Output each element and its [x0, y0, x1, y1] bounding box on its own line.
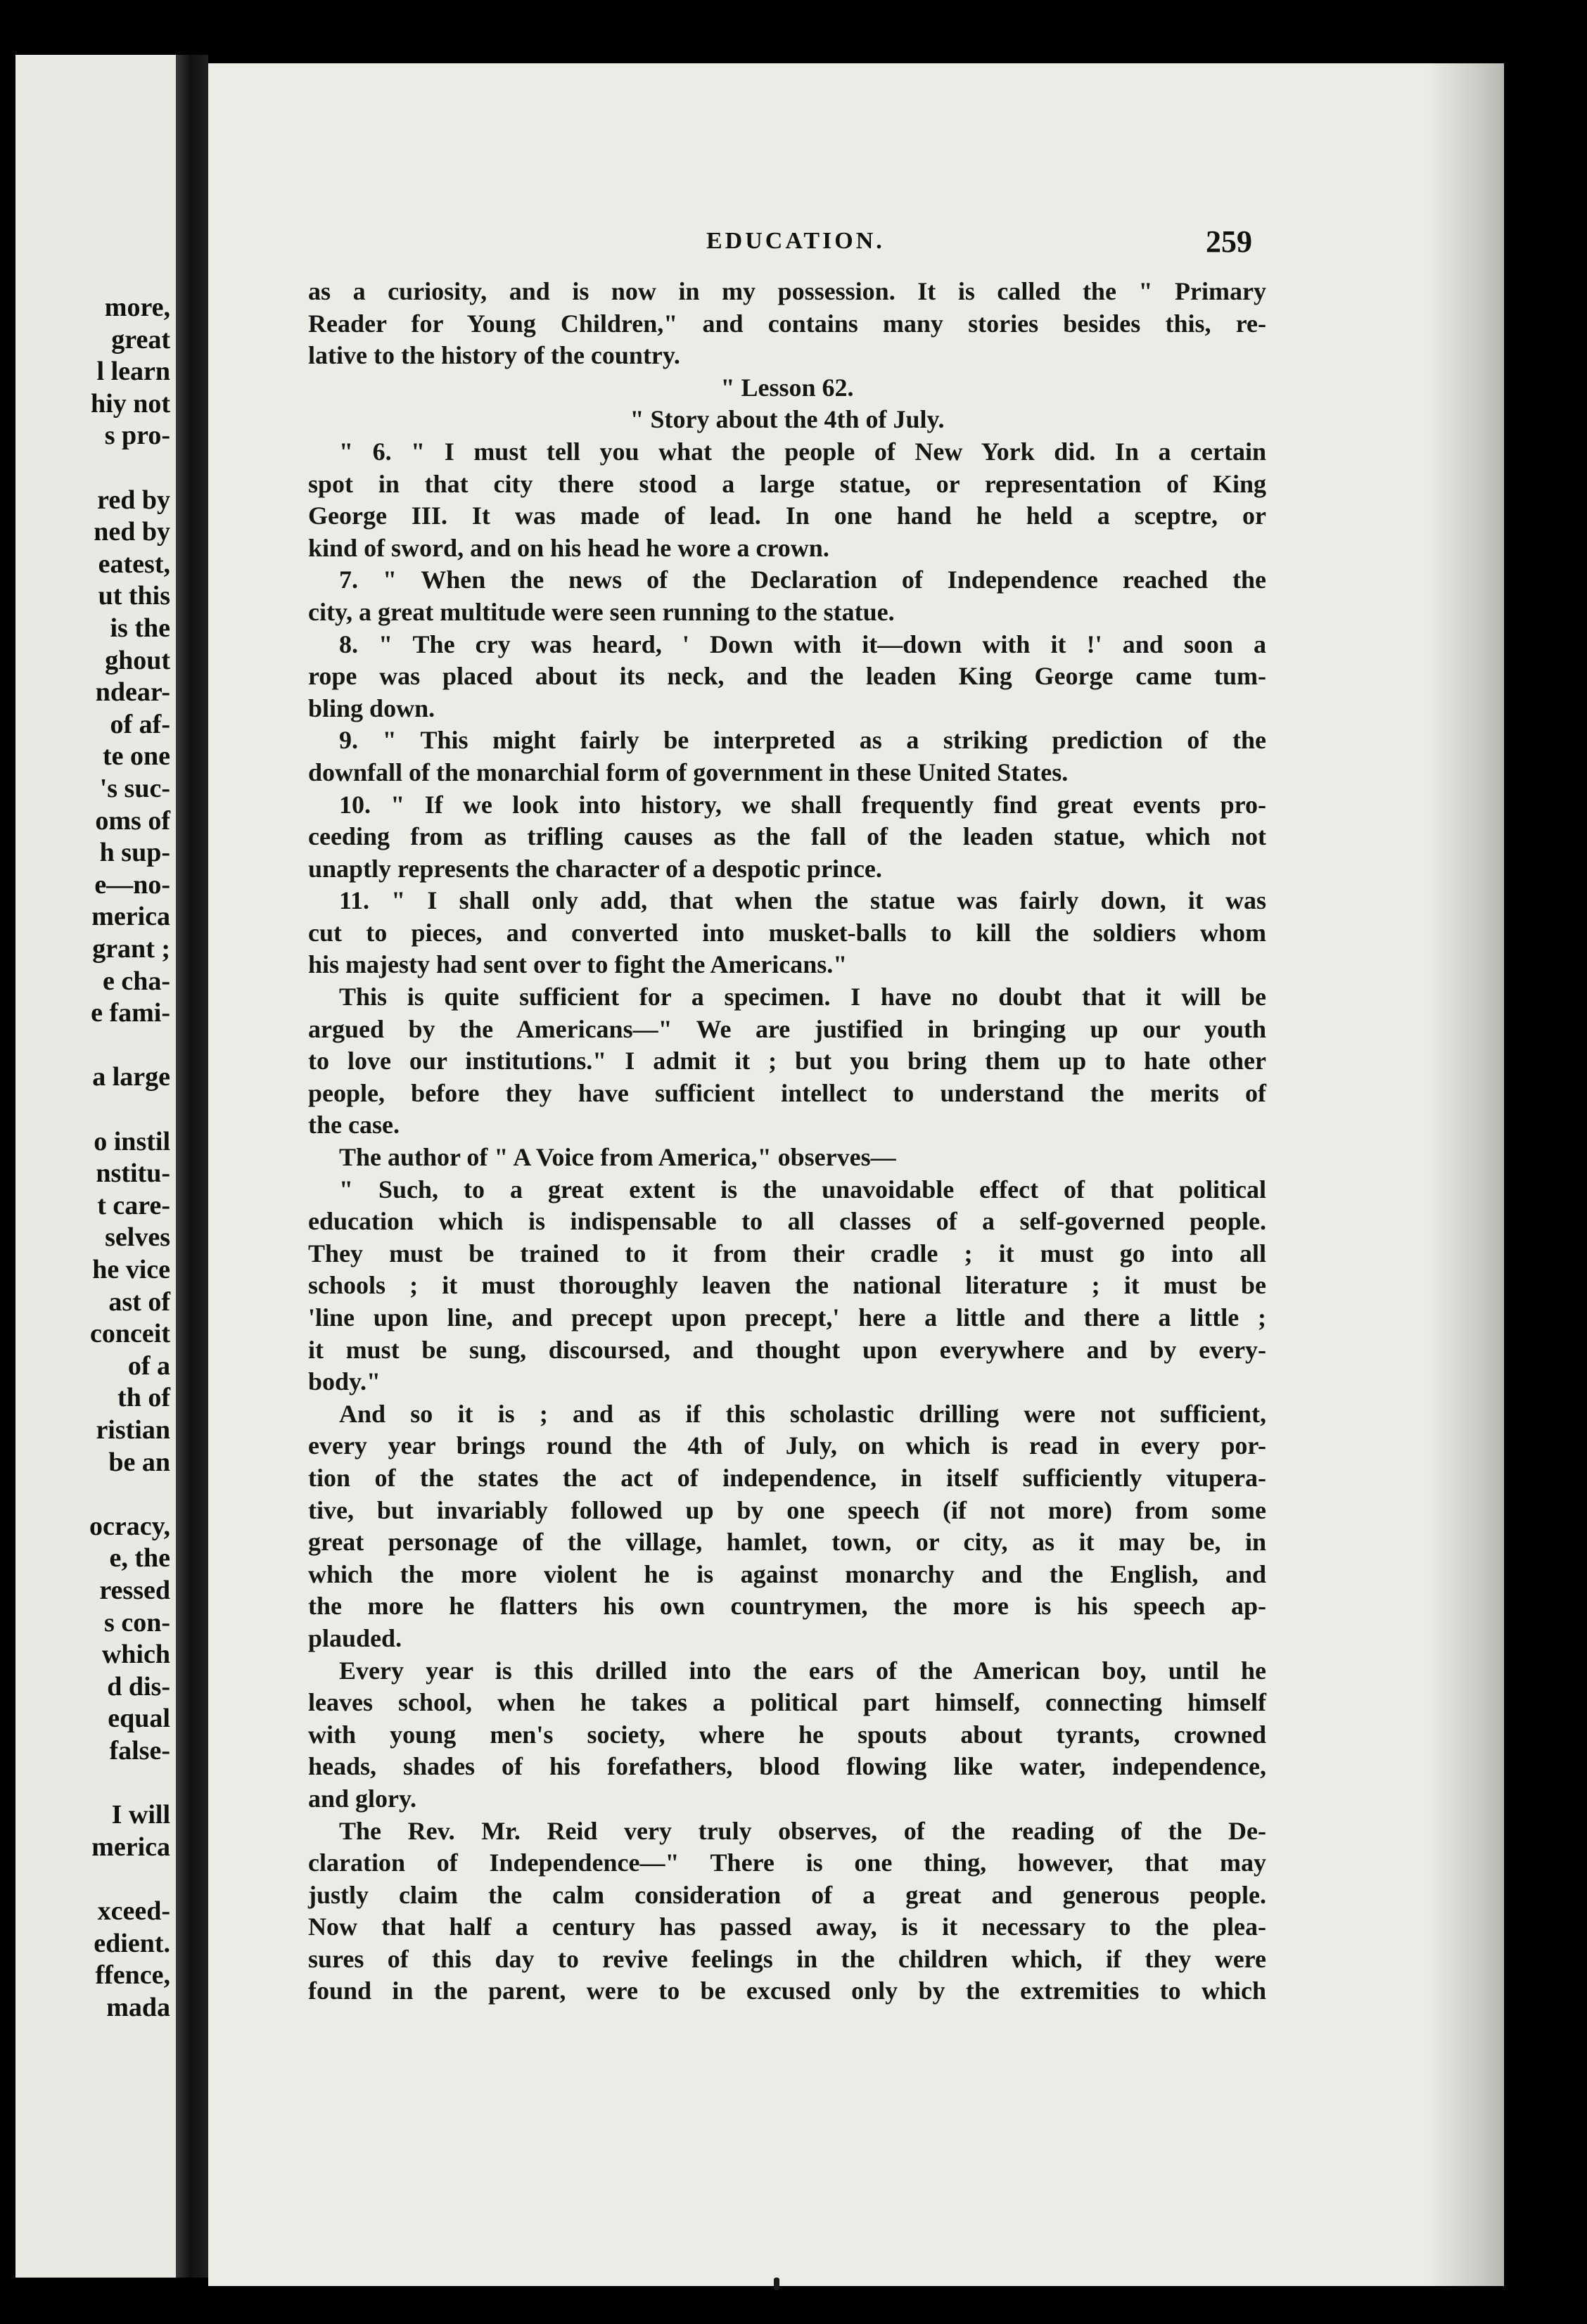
- facing-page-fragment: ristian: [96, 1415, 170, 1445]
- facing-page-fragment: e, the: [109, 1543, 170, 1573]
- page-header: [208, 224, 1504, 266]
- text-line: which the more violent he is against monarchy and the English, and: [308, 1559, 1266, 1588]
- facing-page-fragment: of a: [127, 1351, 170, 1381]
- facing-page-fragment: ghout: [105, 645, 170, 675]
- text-line: education which is indispensable to all classes of a self-governed people.: [308, 1207, 1266, 1236]
- text-line: the case.: [308, 1111, 400, 1139]
- text-line: great personage of the village, hamlet, town, or city, as it may be, in: [308, 1528, 1266, 1557]
- text-line: as a curiosity, and is now in my possession. It is called the " Primary: [308, 277, 1266, 305]
- facing-page-fragment: ocracy,: [89, 1511, 170, 1541]
- facing-page-fragment: he vice: [92, 1255, 170, 1284]
- facing-page-fragment: false-: [109, 1736, 170, 1766]
- page-body-text: [308, 276, 1266, 2007]
- text-line: 7. " When the news of the Declaration of Independence reached the: [339, 566, 1266, 594]
- facing-page-fragment: o instil: [94, 1126, 170, 1156]
- text-line: Every year is this drilled into the ears of the American boy, until he: [339, 1656, 1266, 1685]
- text-line: with young men's society, where he spouts about tyrants, crowned: [308, 1720, 1266, 1749]
- facing-page-fragment: oms of: [95, 805, 170, 836]
- facing-page-fragment: s pro-: [104, 421, 170, 451]
- facing-page-fragment: h sup-: [99, 838, 170, 868]
- facing-page-fragment: eatest,: [98, 549, 170, 579]
- facing-page-fragment: merica: [91, 1832, 170, 1862]
- facing-page-fragment: conceit: [90, 1319, 170, 1349]
- text-line: 11. " I shall only add, that when the statue was fairly down, it was: [339, 886, 1266, 915]
- text-line: justly claim the calm consideration of a great and generous people.: [308, 1880, 1266, 1909]
- facing-page-fragment: e—no-: [94, 869, 170, 900]
- facing-page-fragment: s con-: [104, 1607, 170, 1637]
- facing-page-fragment: red by: [97, 485, 170, 515]
- text-line: claration of Independence—" There is one thing, however, that may: [308, 1849, 1266, 1877]
- text-line: schools ; it must thoroughly leaven the national literature ; it must be: [308, 1271, 1266, 1300]
- book-gutter: [176, 55, 208, 2278]
- facing-page-fragment: d dis-: [107, 1671, 170, 1702]
- text-line: people, before they have sufficient intellect to understand the merits of: [308, 1078, 1266, 1107]
- text-line: his majesty had sent over to fight the Americans.": [308, 950, 848, 979]
- text-line: Now that half a century has passed away, is it necessary to the plea-: [308, 1913, 1266, 1941]
- facing-page-fragment: selves: [105, 1222, 170, 1253]
- text-line: cut to pieces, and converted into musket-balls to kill the soldiers whom: [308, 918, 1266, 947]
- facing-page-fragment: more,: [104, 293, 170, 322]
- facing-page-fragment: be an: [108, 1447, 170, 1477]
- facing-page-fragment: merica: [91, 902, 170, 932]
- facing-page-edge: [15, 55, 176, 2278]
- text-line: heads, shades of his forefathers, blood flowing like water, independence,: [308, 1752, 1266, 1781]
- facing-page-fragment: mada: [106, 1992, 170, 2022]
- text-line: rope was placed about its neck, and the leaden King George came tum-: [308, 662, 1266, 691]
- text-line: every year brings round the 4th of July, on which is read in every por-: [308, 1431, 1266, 1460]
- text-line: sures of this day to revive feelings in the children which, if they were: [308, 1944, 1266, 1973]
- facing-page-fragment: te one: [102, 741, 170, 772]
- text-line: The Rev. Mr. Reid very truly observes, of the reading of the De-: [339, 1816, 1266, 1845]
- text-line: 9. " This might fairly be interpreted as a striking prediction of the: [339, 726, 1266, 755]
- page-curl-shadow: [1427, 63, 1504, 2286]
- text-line: " Lesson 62.: [720, 373, 854, 402]
- text-line: city, a great multitude were seen running to the statue.: [308, 597, 895, 626]
- facing-page-fragment: grant ;: [92, 934, 170, 964]
- text-line: and glory.: [308, 1784, 417, 1813]
- facing-page-fragment: I will: [111, 1800, 170, 1830]
- facing-page-fragment: e cha-: [102, 966, 170, 996]
- text-line: argued by the Americans—" We are justified in bringing up our youth: [308, 1014, 1266, 1043]
- facing-page-fragment: th of: [117, 1383, 170, 1413]
- text-line: it must be sung, discoursed, and thought upon everywhere and by every-: [308, 1335, 1266, 1364]
- facing-page-fragment: ned by: [94, 517, 170, 547]
- text-line: downfall of the monarchial form of government in these United States.: [308, 758, 1069, 786]
- text-line: unaptly represents the character of a despotic prince.: [308, 854, 882, 883]
- text-line: 'line upon line, and precept upon precept,' here a little and there a little ;: [308, 1303, 1266, 1332]
- text-line: body.": [308, 1367, 381, 1396]
- text-line: leaves school, when he takes a political part himself, connecting himself: [308, 1688, 1266, 1717]
- facing-page-fragment: ressed: [99, 1576, 170, 1605]
- text-line: plauded.: [308, 1623, 402, 1652]
- text-line: " 6. " I must tell you what the people of New York did. In a certain: [339, 437, 1266, 466]
- text-line: " Such, to a great extent is the unavoidable effect of that political: [339, 1175, 1266, 1204]
- ink-mark: [774, 2278, 779, 2290]
- text-line: And so it is ; and as if this scholastic drilling were not sufficient,: [339, 1399, 1266, 1428]
- facing-page-fragment: ut this: [98, 581, 170, 611]
- facing-page-fragment: is the: [110, 613, 170, 643]
- facing-page-fragment: a large: [92, 1062, 170, 1092]
- page-number: 259: [1206, 224, 1252, 259]
- facing-page-fragment: equal: [108, 1704, 170, 1734]
- text-line: They must be trained to it from their cradle ; it must go into all: [308, 1239, 1266, 1268]
- text-line: Reader for Young Children," and contains many stories besides this, re-: [308, 309, 1266, 338]
- running-head: EDUCATION.: [706, 228, 885, 254]
- facing-page-fragment: ast of: [108, 1286, 170, 1317]
- text-line: the more he flatters his own countrymen, the more is his speech ap-: [308, 1592, 1266, 1621]
- text-line: kind of sword, and on his head he wore a crown.: [308, 533, 829, 562]
- facing-page-fragment: which: [101, 1640, 170, 1670]
- facing-page-fragment: great: [111, 324, 170, 355]
- facing-page-fragment: xceed-: [97, 1896, 170, 1926]
- text-line: to love our institutions." I admit it ; but you bring them up to hate other: [308, 1047, 1266, 1075]
- text-line: This is quite sufficient for a specimen. I have no doubt that it will be: [339, 983, 1266, 1011]
- facing-page-fragment: e fami-: [91, 998, 170, 1028]
- text-line: tion of the states the act of independence, in itself sufficiently vitupera-: [308, 1463, 1266, 1492]
- facing-page-fragment: t care-: [97, 1190, 170, 1220]
- book-page: [208, 63, 1504, 2286]
- facing-page-fragment: ndear-: [95, 677, 170, 708]
- facing-page-fragment: of af-: [110, 709, 170, 739]
- facing-page-fragment: ffence,: [95, 1960, 170, 1991]
- text-line: ceeding from as trifling causes as the fall of the leaden statue, which not: [308, 822, 1266, 851]
- facing-page-fragment: 's suc-: [99, 774, 170, 803]
- facing-page-fragment: nstitu-: [96, 1158, 170, 1189]
- facing-page-fragment: hiy not: [91, 388, 170, 419]
- text-line: The author of " A Voice from America," observes—: [339, 1143, 896, 1172]
- facing-page-fragment: edient.: [94, 1928, 170, 1958]
- text-line: 10. " If we look into history, we shall frequently find great events pro-: [339, 790, 1266, 819]
- text-line: lative to the history of the country.: [308, 341, 680, 370]
- text-line: found in the parent, were to be excused only by the extremities to which: [308, 1977, 1266, 2005]
- facing-page-fragment: l learn: [96, 357, 170, 387]
- text-line: bling down.: [308, 694, 435, 722]
- text-line: George III. It was made of lead. In one hand he held a sceptre, or: [308, 502, 1266, 530]
- text-line: tive, but invariably followed up by one speech (if not more) from some: [308, 1495, 1266, 1524]
- text-line: spot in that city there stood a large statue, or representation of King: [308, 469, 1266, 498]
- text-line: " Story about the 4th of July.: [630, 405, 945, 434]
- text-line: 8. " The cry was heard, ' Down with it—down with it !' and soon a: [339, 630, 1266, 658]
